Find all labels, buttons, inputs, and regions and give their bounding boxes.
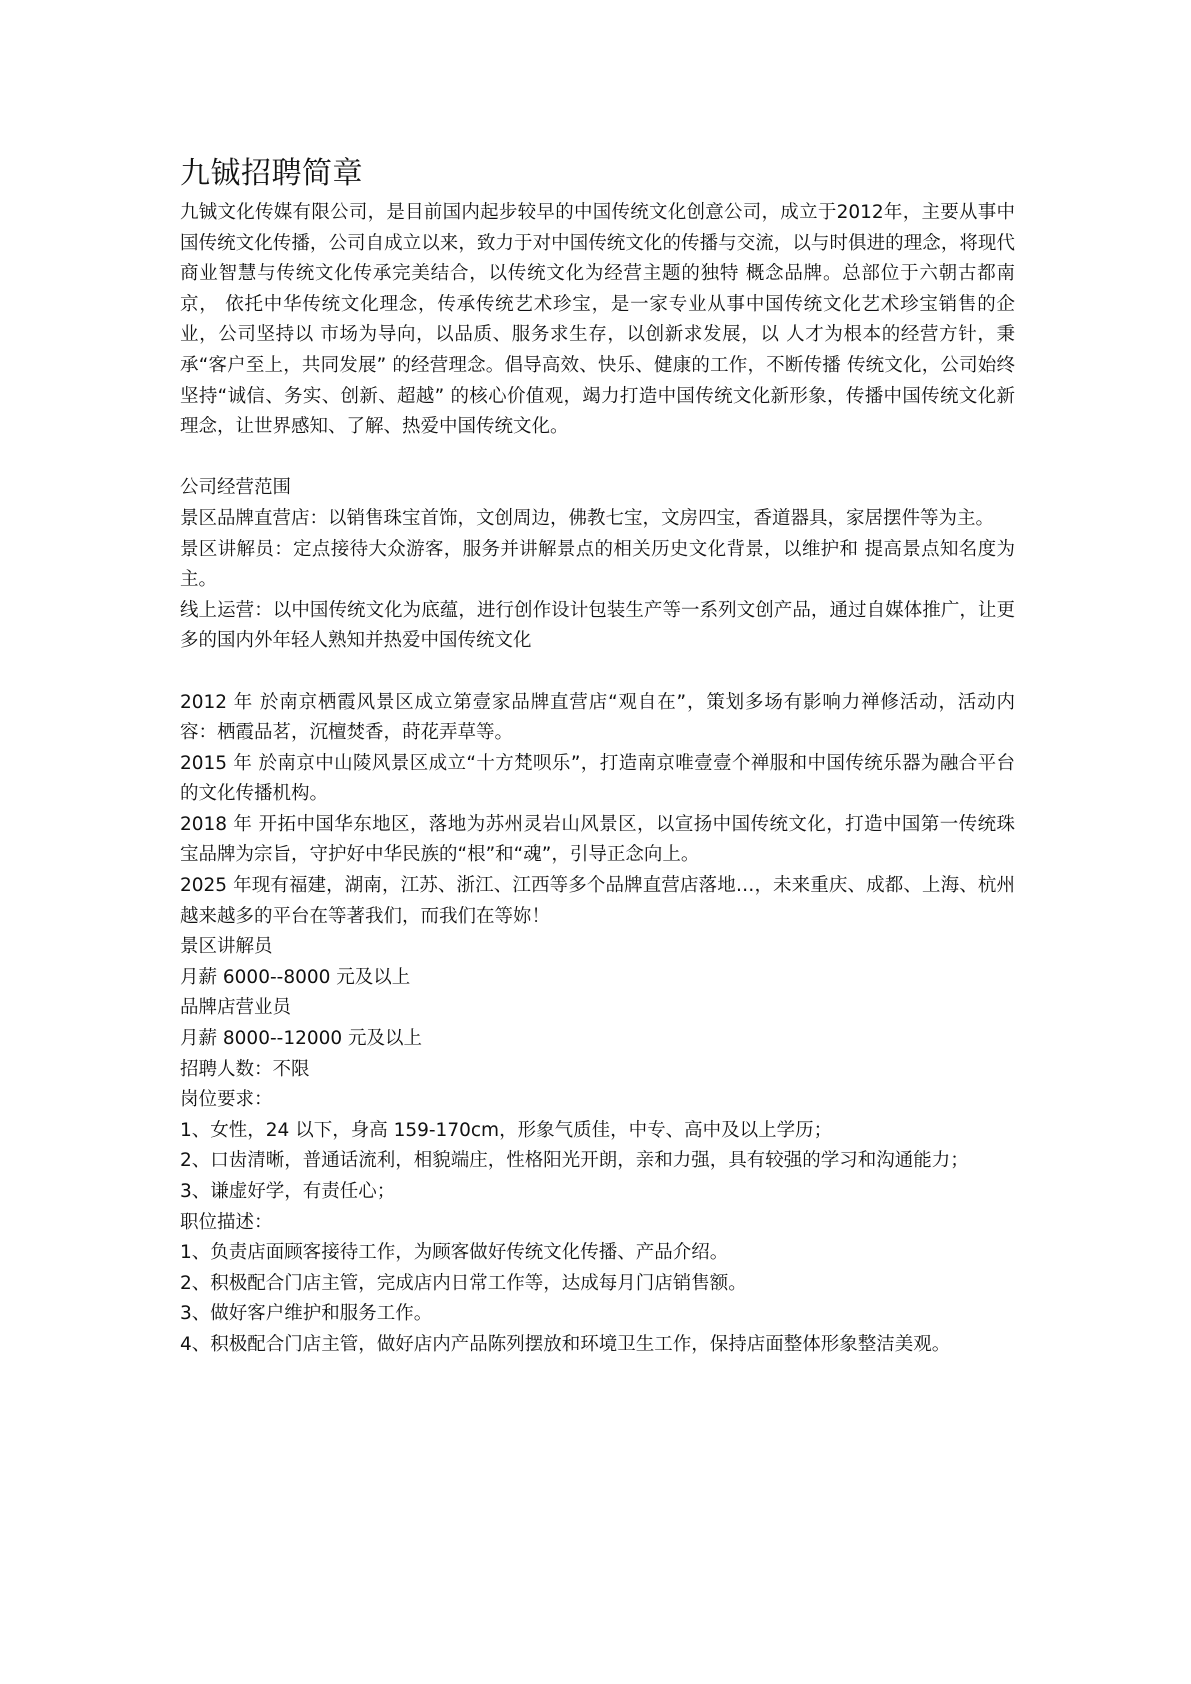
history-2015: 2015 年 於南京中山陵风景区成立“十方梵呗乐”，打造南京唯壹壹个禅服和中国传统乐器为融合平台的文化传播机构。 [180,752,1015,805]
job-headcount: 招聘人数：不限 [180,1058,310,1080]
history-2018: 2018 年 开拓中国华东地区，落地为苏州灵岩山风景区，以宣扬中国传统文化，打造中国第一传统珠宝品牌为宗旨，守护好中华民族的“根”和“魂”，引导正念向上。 [180,813,1015,866]
document-content [180,152,1015,1361]
history-2012: 2012 年 於南京栖霞风景区成立第壹家品牌直营店“观自在”，策划多场有影响力禅修活动，活动内容：栖霞品茗，沉檀焚香，莳花弄草等。 [180,691,1015,744]
description-item: 1、负责店面顾客接待工作，为顾客做好传统文化传播、产品介绍。 [180,1242,729,1264]
requirement-item: 1、女性，24 以下，身高 159-170cm，形象气质佳，中专、高中及以上学历； [180,1119,833,1141]
scope-item-online: 线上运营：以中国传统文化为底蕴，进行创作设计包装生产等一系列文创产品，通过自媒体推广，让更多的国内外年轻人熟知并热爱中国传统文化 [180,599,1015,652]
spacer [180,443,1015,474]
description-item: 4、积极配合门店主管，做好店内产品陈列摆放和环境卫生工作，保持店面整体形象整洁美观。 [180,1333,951,1355]
company-intro: 九铖文化传媒有限公司，是目前国内起步较早的中国传统文化创意公司，成立于2012年，主要从事中国传统文化传播，公司自成立以来，致力于对中国传统文化的传播与交流，以与时俱进的理念，将现代商业智慧与传统文化传承完美结合，以传统文化为经营主题的独特 概念品牌。总部位于六朝古都南京， 依托中华传统文化理念，传承传统艺术珍宝，是一家专业从事中国传统文化艺术珍宝销售的企业，公司坚持以 市场为导向，以品质、服务求生存，以创新求发展，以 人才为根本的经营方针，秉承“客户至上，共同发展” 的经营理念。倡导高效、快乐、健康的工作，不断传播 传统文化，公司始终坚持“诚信、务实、创新、超越” 的核心价值观，竭力打造中国传统文化新形象，传播中国传统文化新理念，让世界感知、了解、热爱中国传统文化。 [180,202,1015,438]
job-sales-salary: 月薪 8000--12000 元及以上 [180,1028,423,1050]
job-guide-title: 景区讲解员 [180,936,273,958]
description-item: 2、积极配合门店主管，完成店内日常工作等，达成每月门店销售额。 [180,1272,747,1294]
spacer [180,657,1015,688]
history-2025: 2025 年现有福建，湖南，江苏、浙江、江西等多个品牌直营店落地…，未来重庆、成都、上海、杭州越来越多的平台在等著我们，而我们在等妳！ [180,875,1015,927]
job-sales-title: 品牌店营业员 [180,997,292,1019]
requirements-heading: 岗位要求： [180,1089,273,1111]
document-title: 九铖招聘简章 [180,156,363,191]
scope-heading: 公司经营范围 [180,477,292,499]
job-guide-salary: 月薪 6000--8000 元及以上 [180,966,411,988]
requirement-item: 2、口齿清晰，普通话流利，相貌端庄，性格阳光开朗，亲和力强，具有较强的学习和沟通能力； [180,1150,969,1172]
scope-item-guides: 景区讲解员：定点接待大众游客，服务并讲解景点的相关历史文化背景，以维护和 提高景点知名度为主。 [180,538,1015,591]
scope-item-stores: 景区品牌直营店：以销售珠宝首饰，文创周边，佛教七宝，文房四宝，香道器具，家居摆件等为主。 [180,507,995,529]
requirement-item: 3、谦虚好学，有责任心； [180,1181,396,1202]
description-heading: 职位描述： [180,1211,273,1233]
description-item: 3、做好客户维护和服务工作。 [180,1303,433,1325]
